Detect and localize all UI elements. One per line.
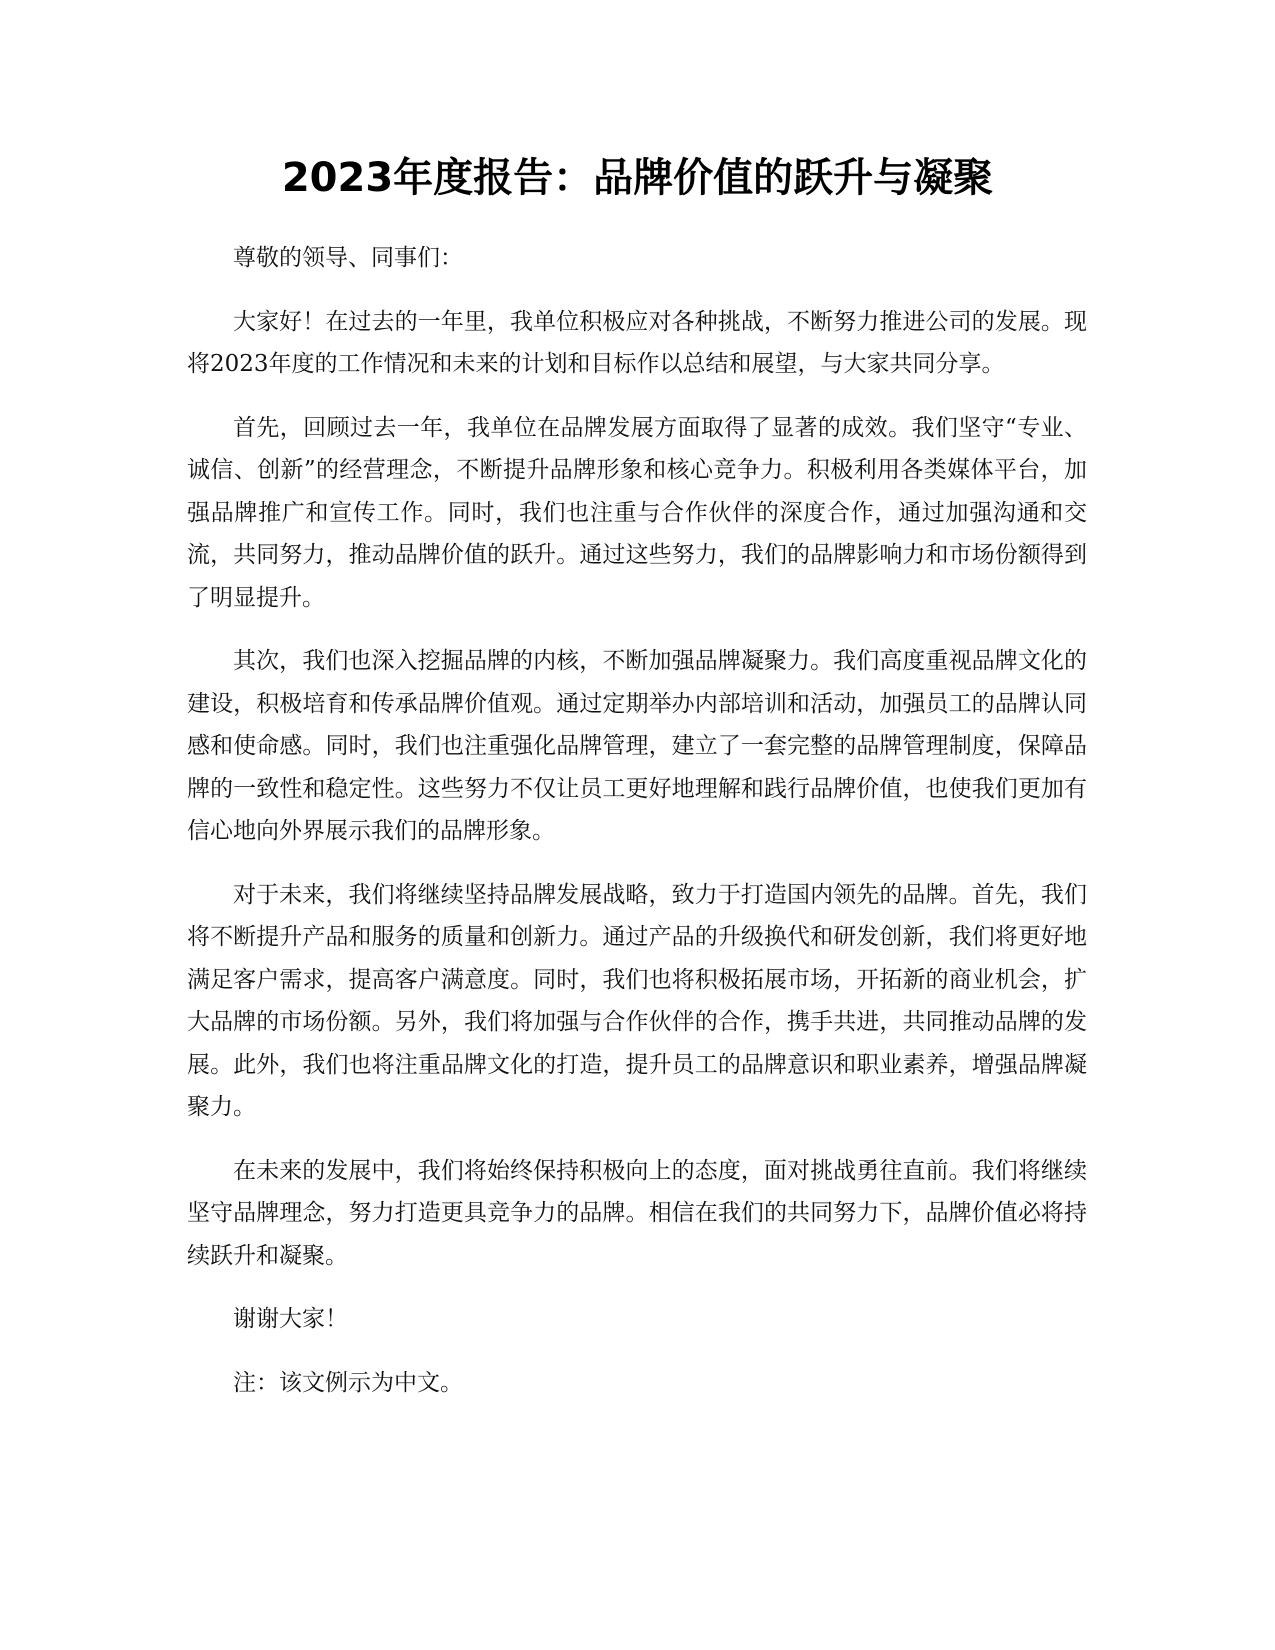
brand-cohesion-paragraph: 其次，我们也深入挖掘品牌的内核，不断加强品牌凝聚力。我们高度重视品牌文化的建设，积极培育和传承品牌价值观。通过定期举办内部培训和活动，加强员工的品牌认同感和使命感。同时，我们也注重强化品牌管理，建立了一套完整的品牌管理制度，保障品牌的一致性和稳定性。这些努力不仅让员工更好地理解和践行品牌价值，也使我们更加有信心地向外界展示我们的品牌形象。 (187, 648, 1087, 844)
future-plan-paragraph: 对于未来，我们将继续坚持品牌发展战略，致力于打造国内领先的品牌。首先，我们将不断提升产品和服务的质量和创新力。通过产品的升级换代和研发创新，我们将更好地满足客户需求，提高客户满意度。同时，我们也将积极拓展市场，开拓新的商业机会，扩大品牌的市场份额。另外，我们将加强与合作伙伴的合作，携手共进，共同推动品牌的发展。此外，我们也将注重品牌文化的打造，提升员工的品牌意识和职业素养，增强品牌凝聚力。 (187, 881, 1087, 1120)
salutation-paragraph: 尊敬的领导、同事们： (233, 245, 463, 271)
note-paragraph: 注：该文例示为中文。 (233, 1369, 463, 1396)
opening-paragraph: 大家好！在过去的一年里，我单位积极应对各种挑战，不断努力推进公司的发展。现将2023年度的工作情况和未来的计划和目标作以总结和展望，与大家共同分享。 (187, 308, 1087, 377)
outlook-paragraph: 在未来的发展中，我们将始终保持积极向上的态度，面对挑战勇往直前。我们将继续坚守品牌理念，努力打造更具竞争力的品牌。相信在我们的共同努力下，品牌价值必将持续跃升和凝聚。 (187, 1157, 1087, 1269)
review-paragraph: 首先，回顾过去一年，我单位在品牌发展方面取得了显著的成效。我们坚守“专业、诚信、创新”的经营理念，不断提升品牌形象和核心竞争力。积极利用各类媒体平台，加强品牌推广和宣传工作。同时，我们也注重与合作伙伴的深度合作，通过加强沟通和交流，共同努力，推动品牌价值的跃升。通过这些努力，我们的品牌影响力和市场份额得到了明显提升。 (187, 414, 1087, 611)
thanks-paragraph: 谢谢大家！ (233, 1306, 348, 1332)
document-body (187, 237, 1087, 1425)
document-title: 2023年度报告：品牌价值的跃升与凝聚 (281, 155, 994, 201)
